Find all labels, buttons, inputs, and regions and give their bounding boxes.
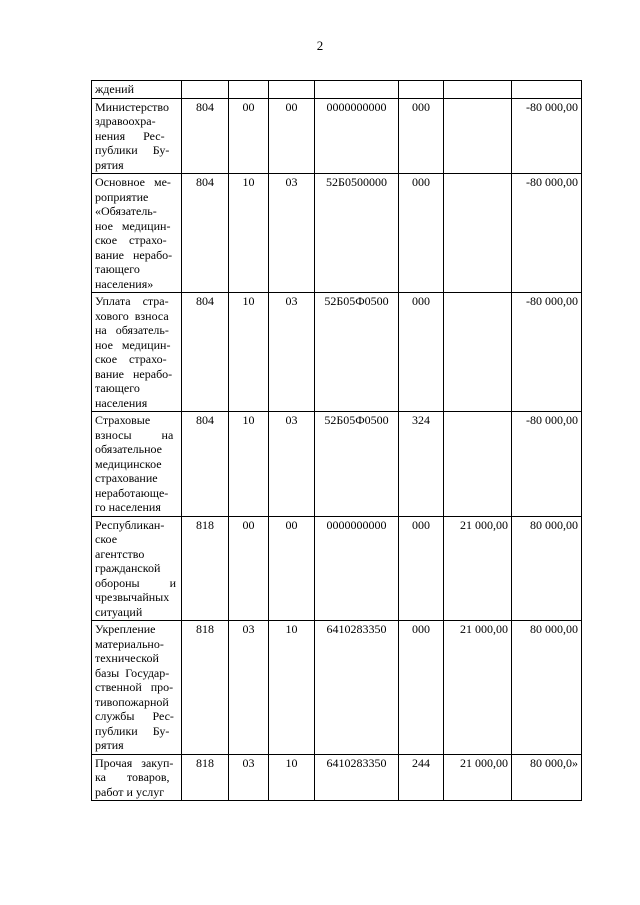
row-name-line: обороны и — [95, 575, 177, 590]
row-name-line: ное медицин- — [95, 218, 171, 233]
budget-table — [91, 80, 582, 801]
row-name-line: рятия — [95, 157, 124, 172]
section-code: 00 — [229, 98, 269, 174]
row-name-line: на обязатель- — [95, 323, 169, 337]
amount-column-2: -80 000,00 — [512, 412, 582, 517]
row-name-line: населения — [95, 395, 148, 410]
row-name — [92, 412, 182, 517]
admin-code — [182, 81, 229, 99]
row-name-line: обязательное — [95, 442, 163, 456]
expense-type — [399, 81, 444, 99]
target-article: 6410283350 — [315, 754, 399, 801]
row-name-line: публики Бу- — [95, 723, 170, 738]
section-code: 10 — [229, 412, 269, 517]
row-name — [92, 81, 182, 99]
admin-code: 804 — [182, 174, 229, 293]
admin-code: 804 — [182, 412, 229, 517]
amount-column-2: -80 000,00 — [512, 174, 582, 293]
table-row — [92, 621, 582, 755]
table-row — [92, 293, 582, 412]
row-name-line: рятия — [95, 738, 124, 752]
row-name-line: ка товаров, — [95, 770, 170, 784]
row-name-line: работ и услуг — [95, 784, 165, 799]
row-name-line: технической — [95, 651, 159, 665]
row-name-line: гражданской — [95, 561, 161, 575]
amount-column-2: -80 000,00 — [512, 98, 582, 174]
row-name-line: «Обязатель- — [95, 204, 157, 218]
row-name — [92, 754, 182, 801]
subsection-code — [269, 81, 315, 99]
target-article: 0000000000 — [315, 98, 399, 174]
section-code — [229, 81, 269, 99]
row-name-line: Республикан- — [95, 517, 165, 532]
row-name-line: вание нерабо- — [95, 366, 173, 381]
row-name — [92, 98, 182, 174]
row-name-line: базы Государ- — [95, 665, 170, 680]
table-row — [92, 754, 582, 801]
admin-code: 818 — [182, 516, 229, 621]
subsection-code: 10 — [269, 621, 315, 755]
amount-column-2: 80 000,00 — [512, 516, 582, 621]
row-name-line: ское — [95, 532, 118, 546]
table-row — [92, 412, 582, 517]
table-row — [92, 516, 582, 621]
row-name-line: агентство — [95, 546, 145, 561]
row-name — [92, 293, 182, 412]
amount-column-1 — [444, 412, 512, 517]
amount-column-2: 80 000,00 — [512, 621, 582, 755]
target-article: 6410283350 — [315, 621, 399, 755]
row-name-line: тивопожарной — [95, 694, 169, 709]
section-code: 10 — [229, 293, 269, 412]
row-name — [92, 621, 182, 755]
target-article: 0000000000 — [315, 516, 399, 621]
amount-column-1 — [444, 174, 512, 293]
section-code: 03 — [229, 621, 269, 755]
expense-type: 000 — [399, 516, 444, 621]
row-name-line: роприятие — [95, 189, 149, 204]
row-name-line: страхование — [95, 471, 158, 485]
amount-column-1 — [444, 81, 512, 99]
row-name-line: тающего — [95, 381, 140, 395]
section-code: 03 — [229, 754, 269, 801]
row-name-line: Министерство — [95, 99, 169, 114]
amount-column-1: 21 000,00 — [444, 754, 512, 801]
row-name-line: Страховые — [95, 413, 151, 427]
table-row — [92, 81, 582, 99]
row-name-line: чрезвычайных — [95, 590, 170, 604]
row-name-line: тающего — [95, 262, 140, 276]
page-number: 2 — [316, 38, 324, 53]
subsection-code: 00 — [269, 516, 315, 621]
target-article: 52Б05Ф0500 — [315, 293, 399, 412]
amount-column-1 — [444, 293, 512, 412]
row-name-line: ное медицин- — [95, 337, 171, 352]
subsection-code: 10 — [269, 754, 315, 801]
row-name-line: материально- — [95, 636, 164, 651]
row-name-line: публики Бу- — [95, 143, 170, 157]
subsection-code: 03 — [269, 412, 315, 517]
row-name — [92, 516, 182, 621]
row-name-line: го населения — [95, 500, 161, 514]
row-name-line: нения Рес- — [95, 128, 165, 143]
row-name-line: хового взноса — [95, 308, 169, 323]
row-name-line: Прочая закуп- — [95, 755, 174, 770]
row-name-line: ситуаций — [95, 604, 143, 619]
target-article: 52Б0500000 — [315, 174, 399, 293]
row-name — [92, 174, 182, 293]
budget-table-body — [92, 81, 582, 801]
row-name-line: неработающе- — [95, 485, 169, 500]
table-row — [92, 98, 582, 174]
row-name-line: ское страхо- — [95, 352, 167, 366]
row-name-line: службы Рес- — [95, 709, 174, 723]
amount-column-2: 80 000,0» — [512, 754, 582, 801]
row-name-line: вание нерабо- — [95, 247, 173, 262]
subsection-code: 03 — [269, 174, 315, 293]
admin-code: 804 — [182, 293, 229, 412]
amount-column-1 — [444, 98, 512, 174]
expense-type: 324 — [399, 412, 444, 517]
row-name-line: медицинское — [95, 456, 162, 471]
amount-column-1: 21 000,00 — [444, 621, 512, 755]
row-name-line: Основное ме- — [95, 175, 171, 189]
amount-column-2 — [512, 81, 582, 99]
admin-code: 818 — [182, 754, 229, 801]
row-name-line: ское страхо- — [95, 233, 167, 247]
row-name-line: ственной про- — [95, 680, 174, 694]
row-name-line: Укрепление — [95, 622, 156, 636]
row-name-line: Уплата стра- — [95, 294, 169, 308]
expense-type: 000 — [399, 621, 444, 755]
amount-column-2: -80 000,00 — [512, 293, 582, 412]
expense-type: 000 — [399, 98, 444, 174]
expense-type: 000 — [399, 293, 444, 412]
expense-type: 244 — [399, 754, 444, 801]
expense-type: 000 — [399, 174, 444, 293]
subsection-code: 03 — [269, 293, 315, 412]
row-name-line: населения» — [95, 276, 154, 291]
table-row — [92, 174, 582, 293]
admin-code: 818 — [182, 621, 229, 755]
target-article — [315, 81, 399, 99]
row-name-line: взносы на — [95, 427, 174, 442]
row-name-line: ждений — [95, 82, 134, 96]
subsection-code: 00 — [269, 98, 315, 174]
admin-code: 804 — [182, 98, 229, 174]
amount-column-1: 21 000,00 — [444, 516, 512, 621]
target-article: 52Б05Ф0500 — [315, 412, 399, 517]
section-code: 00 — [229, 516, 269, 621]
section-code: 10 — [229, 174, 269, 293]
row-name-line: здравоохра- — [95, 114, 156, 128]
